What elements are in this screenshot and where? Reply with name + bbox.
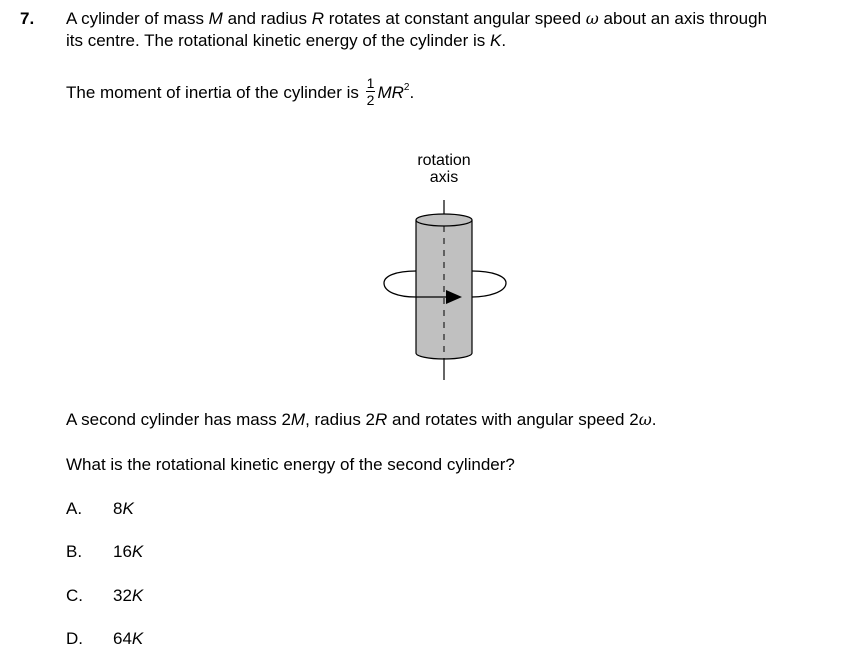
cylinder-diagram — [376, 200, 516, 385]
text: about an axis through — [598, 9, 768, 28]
option-number: 32 — [113, 586, 132, 605]
option-value — [113, 499, 134, 519]
text: . — [651, 410, 657, 429]
option-unit: K — [122, 499, 134, 518]
exponent: 2 — [403, 81, 410, 93]
label-line-2: axis — [429, 169, 459, 186]
rotation-arrow-right — [472, 271, 506, 297]
option-unit: K — [131, 629, 144, 648]
option-value — [113, 542, 143, 562]
fraction-one-half — [366, 76, 376, 107]
text: . — [409, 82, 415, 102]
option-unit: K — [131, 586, 144, 605]
option-value — [113, 629, 143, 649]
fraction-denominator: 2 — [366, 92, 375, 108]
fraction-numerator: 1 — [366, 75, 375, 91]
text: and rotates with angular speed 2 — [387, 410, 639, 429]
question-line-1 — [66, 9, 767, 29]
var-M: M — [208, 9, 223, 28]
var-MR: MR — [377, 82, 404, 102]
rotation-arrow-left — [384, 271, 416, 297]
moment-of-inertia-statement — [66, 75, 415, 109]
var-omega: ω — [585, 9, 599, 28]
option-number: 64 — [113, 629, 132, 648]
text: and radius — [222, 9, 312, 28]
rotation-axis-label — [413, 152, 475, 186]
option-letter: B. — [66, 542, 83, 561]
question-number: 7. — [20, 9, 35, 28]
label-line-1: rotation — [417, 152, 471, 169]
text: its centre. The rotational kinetic energy of the cylinder is — [66, 31, 490, 50]
option-number: 8 — [113, 499, 123, 518]
text: A cylinder of mass — [66, 9, 209, 28]
text: , radius 2 — [305, 410, 376, 429]
cylinder-top-cap — [416, 214, 472, 226]
var-R: R — [375, 410, 388, 429]
option-value — [113, 586, 143, 606]
var-omega: ω — [638, 410, 652, 429]
question-line-2 — [66, 31, 506, 51]
question-prompt: What is the rotational kinetic energy of the second cylinder? — [66, 455, 515, 474]
text: . — [501, 31, 507, 50]
var-R: R — [311, 9, 324, 28]
option-unit: K — [131, 542, 144, 561]
option-letter: D. — [66, 629, 83, 648]
option-number: 16 — [113, 542, 132, 561]
second-cylinder-statement — [66, 410, 656, 430]
option-letter: A. — [66, 499, 83, 518]
text: rotates at constant angular speed — [323, 9, 586, 28]
option-letter: C. — [66, 586, 83, 605]
text: A second cylinder has mass 2 — [66, 410, 291, 429]
var-M: M — [290, 410, 306, 429]
text: The moment of inertia of the cylinder is — [66, 82, 364, 102]
var-K: K — [489, 31, 502, 50]
